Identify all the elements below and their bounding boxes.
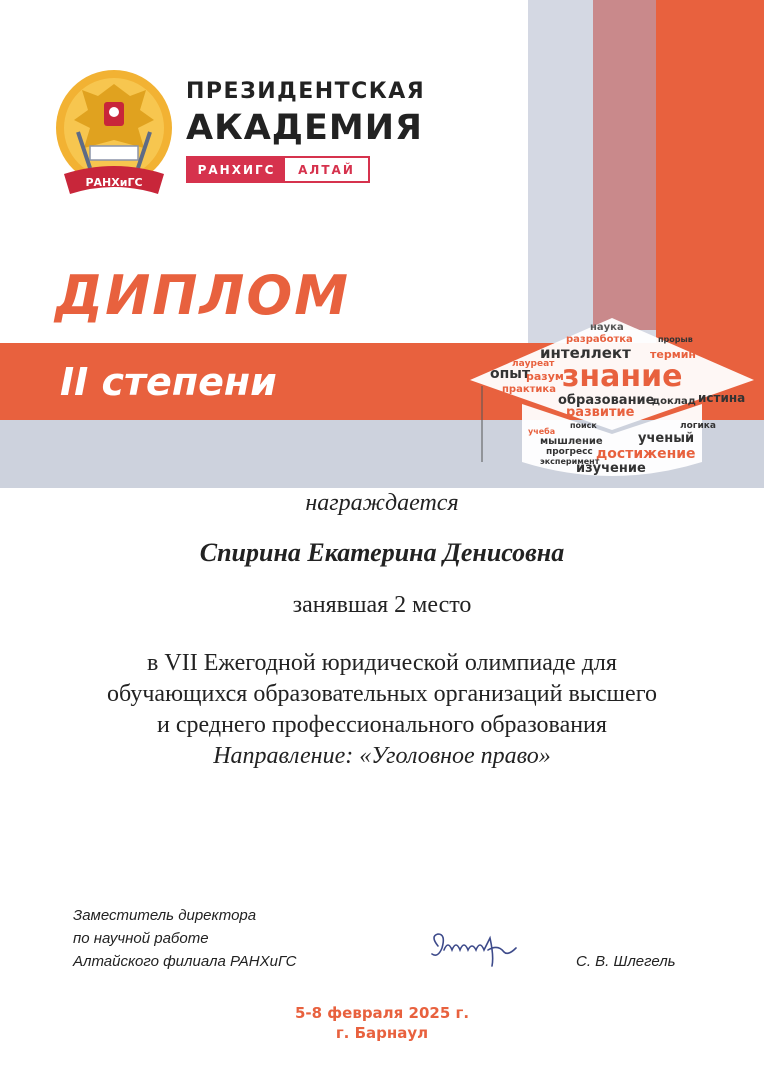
badge-ranepa: РАНХИГС <box>188 158 285 181</box>
badge-altai: АЛТАЙ <box>298 162 355 177</box>
cloud-word: развитие <box>566 405 635 420</box>
cloud-word: разработка <box>566 334 633 345</box>
cloud-word: учеба <box>528 427 556 436</box>
competition-line: обучающихся образовательных организаций высшего <box>107 681 657 707</box>
cloud-word: опыт <box>490 366 531 382</box>
competition-direction: Направление: «Уголовное право» <box>213 743 551 769</box>
cloud-word: истина <box>698 391 746 405</box>
competition-line: и среднего профессионального образования <box>157 712 607 738</box>
academy-emblem-icon <box>50 62 178 214</box>
event-city: г. Барнаул <box>335 1024 429 1042</box>
cloud-word: достижение <box>596 446 696 462</box>
emblem-ribbon-text: РАНХиГС <box>85 176 143 189</box>
signatory-role-line: Алтайского филиала РАНХиГС <box>73 953 297 970</box>
cloud-word: доклад <box>652 396 696 407</box>
cloud-word: образование <box>558 393 655 408</box>
cloud-word: прогресс <box>546 447 593 457</box>
academy-title-line2: АКАДЕМИЯ <box>186 108 423 148</box>
signatory-role-line: по научной работе <box>73 930 209 947</box>
cloud-word: ученый <box>638 431 695 446</box>
cloud-word: интеллект <box>540 344 631 362</box>
competition-block <box>0 648 764 772</box>
cloud-word: логика <box>680 421 716 431</box>
cloud-word: наука <box>590 322 624 333</box>
competition-line: в VII Ежегодной юридической олимпиаде для <box>147 650 617 676</box>
event-date: 5-8 февраля 2025 г. <box>294 1004 470 1022</box>
cloud-word: прорыв <box>658 335 693 344</box>
place-text: занявшая 2 место <box>292 592 472 618</box>
cloud-word: изучение <box>576 461 646 476</box>
cloud-word: лауреат <box>512 359 555 369</box>
cloud-word: практика <box>502 384 556 395</box>
cloud-word: разум <box>526 370 564 383</box>
diploma-title: ДИПЛОМ <box>55 264 350 327</box>
decor-stripe-rose <box>593 0 656 330</box>
recipient-name: Спирина Екатерина Денисовна <box>199 538 565 567</box>
cloud-word: мышление <box>540 436 603 447</box>
signatory-role <box>73 904 296 973</box>
signatory-name: С. В. Шлегель <box>576 953 676 970</box>
cloud-word: термин <box>650 348 697 361</box>
cloud-word: поиск <box>570 421 597 430</box>
cloud-word: эксперимент <box>540 457 600 466</box>
awarded-label: награждается <box>305 490 459 516</box>
signatory-role-line: Заместитель директора <box>73 907 257 924</box>
academy-badge <box>186 156 370 183</box>
diploma-degree: II степени <box>60 360 277 404</box>
academy-title-line1: ПРЕЗИДЕНТСКАЯ <box>186 79 426 104</box>
handwritten-signature <box>424 926 524 972</box>
event-date-place <box>0 1003 764 1043</box>
cloud-word: знание <box>562 359 683 394</box>
knowledge-word-cloud <box>462 312 762 484</box>
